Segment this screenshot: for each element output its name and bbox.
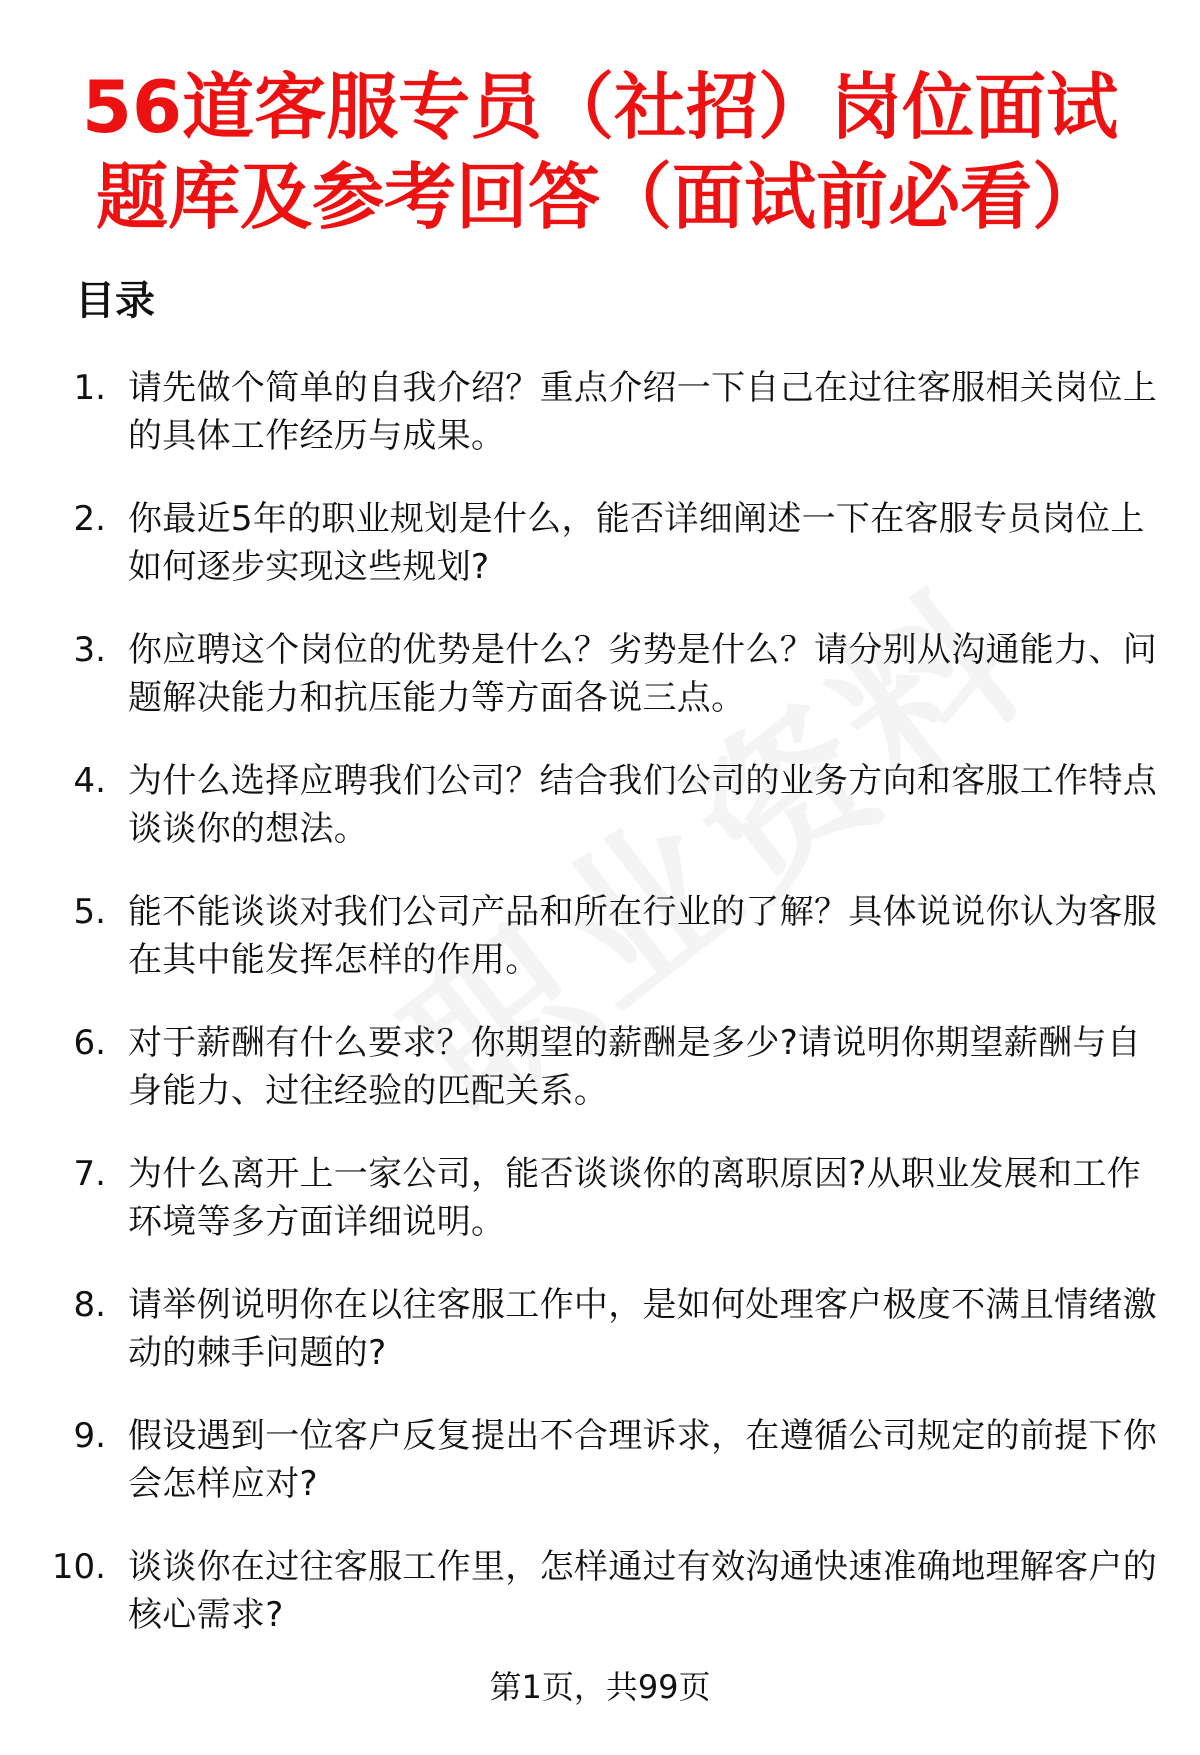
toc-item-text[interactable]: 对于薪酬有什么要求？你期望的薪酬是多少?请说明你期望薪酬与自身能力、过往经验的匹配关系。	[128, 1023, 1142, 1111]
page-footer: 第1页，共99页	[489, 1668, 711, 1706]
toc-item-number: 4.	[73, 761, 106, 801]
document-title: 56道客服专员（社招）岗位面试题库及参考回答（面试前必看）	[81, 65, 1119, 239]
toc-item[interactable]	[0, 888, 1200, 1019]
toc-item-text[interactable]: 为什么选择应聘我们公司？结合我们公司的业务方向和客服工作特点谈谈你的想法。	[128, 761, 1157, 849]
toc-item[interactable]	[0, 626, 1200, 757]
toc-item-number: 1.	[73, 368, 106, 408]
toc-item[interactable]	[0, 1281, 1200, 1412]
toc-item-number: 10.	[51, 1547, 106, 1587]
toc-item-number: 8.	[73, 1285, 106, 1325]
toc-item-number: 5.	[73, 892, 106, 932]
toc-list	[0, 364, 1200, 1674]
toc-item[interactable]	[0, 757, 1200, 888]
toc-item-text[interactable]: 为什么离开上一家公司，能否谈谈你的离职原因?从职业发展和工作环境等多方面详细说明。	[128, 1154, 1142, 1242]
toc-item-number: 2.	[73, 499, 106, 539]
toc-item[interactable]	[0, 1543, 1200, 1674]
toc-item-text[interactable]: 你最近5年的职业规划是什么，能否详细阐述一下在客服专员岗位上如何逐步实现这些规划?	[128, 499, 1145, 587]
toc-item-number: 6.	[73, 1023, 106, 1063]
toc-item-text[interactable]: 请举例说明你在以往客服工作中，是如何处理客户极度不满且情绪激动的棘手问题的?	[128, 1285, 1157, 1373]
toc-item-number: 9.	[73, 1416, 106, 1456]
toc-item[interactable]	[0, 364, 1200, 495]
toc-item[interactable]	[0, 1150, 1200, 1281]
toc-item-number: 7.	[73, 1154, 106, 1194]
toc-item-text[interactable]: 假设遇到一位客户反复提出不合理诉求，在遵循公司规定的前提下你会怎样应对?	[128, 1416, 1157, 1504]
toc-heading: 目录	[75, 278, 155, 324]
toc-item[interactable]	[0, 495, 1200, 626]
toc-item-text[interactable]: 能不能谈谈对我们公司产品和所在行业的了解？具体说说你认为客服在其中能发挥怎样的作用。	[128, 892, 1157, 980]
toc-item-text[interactable]: 你应聘这个岗位的优势是什么？劣势是什么？请分别从沟通能力、问题解决能力和抗压能力等方面各说三点。	[128, 630, 1157, 718]
toc-item-number: 3.	[73, 630, 106, 670]
toc-item[interactable]	[0, 1019, 1200, 1150]
toc-item-text[interactable]: 请先做个简单的自我介绍？重点介绍一下自己在过往客服相关岗位上的具体工作经历与成果。	[128, 368, 1157, 456]
toc-item-text[interactable]: 谈谈你在过往客服工作里，怎样通过有效沟通快速准确地理解客户的核心需求?	[128, 1547, 1157, 1635]
toc-item[interactable]	[0, 1412, 1200, 1543]
